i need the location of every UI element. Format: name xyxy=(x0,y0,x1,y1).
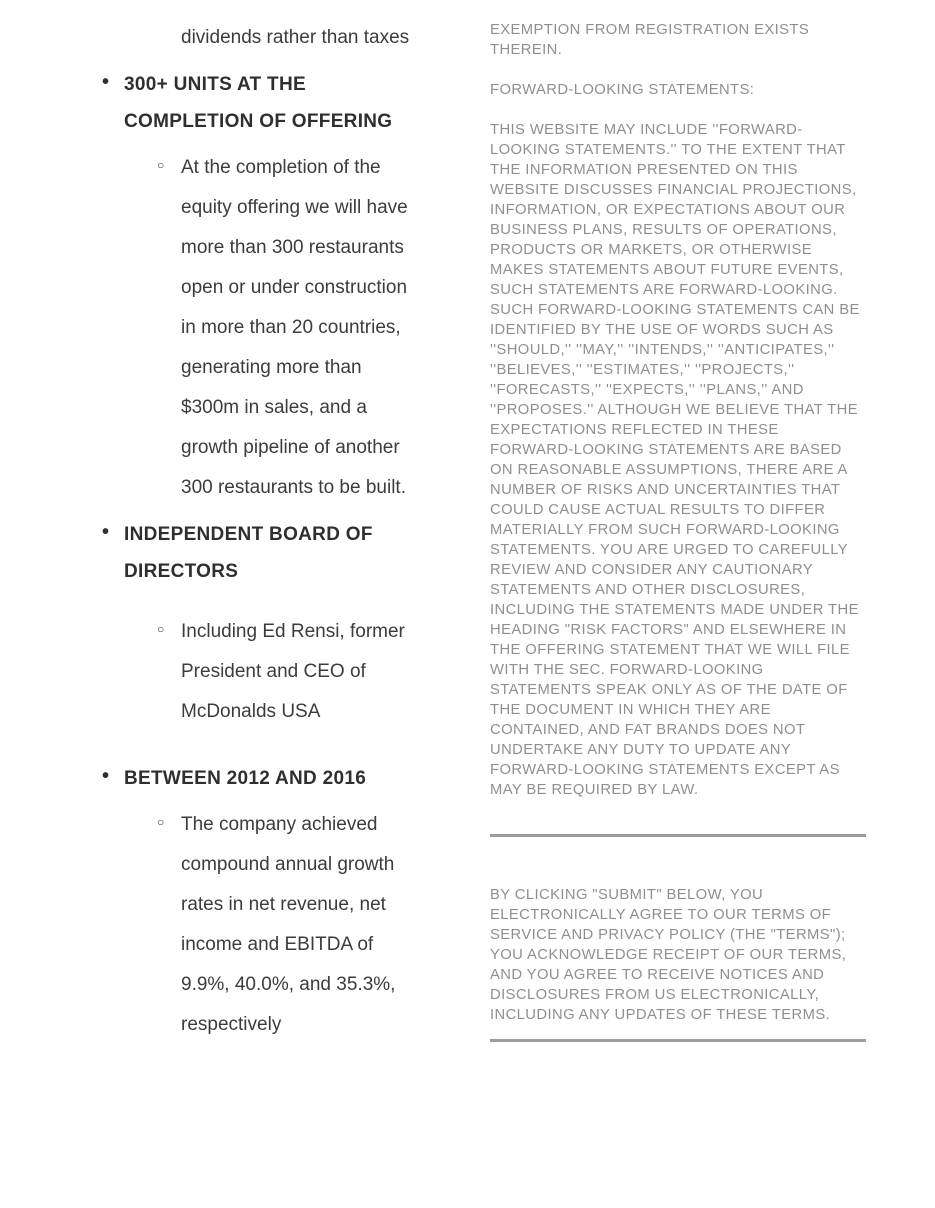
list-heading-300-units xyxy=(100,66,445,140)
exemption-text: EXEMPTION FROM REGISTRATION EXISTS THEREIN. xyxy=(490,22,810,58)
bullet-circle-icon xyxy=(157,156,164,174)
key-points-list xyxy=(100,18,445,1045)
list-heading-text: 300+ UNITS AT THE COMPLETION OF OFFERING xyxy=(124,74,393,132)
bullet-disc-icon xyxy=(102,521,109,544)
list-item-text: The company achieved compound annual growth rates in net revenue, net income and EBITDA of 9.9%, 40.0%, and 35.3%, respectively xyxy=(181,814,396,1035)
list-item-text: At the completion of the equity offering we will have more than 300 restaurants open or under construction in more than 20 countries, generating more than $300m in sales, and a growth pipeline of another 300 restaurants to be built. xyxy=(181,157,408,498)
divider-line xyxy=(490,1039,866,1042)
bullet-circle-icon xyxy=(157,620,164,638)
disclaimer-column xyxy=(490,20,866,1042)
list-item-text: dividends rather than taxes xyxy=(181,27,410,48)
list-item-ed-rensi xyxy=(100,612,445,732)
bullet-disc-icon xyxy=(102,71,109,94)
list-heading-independent-board xyxy=(100,516,445,590)
list-item-dividends xyxy=(100,18,445,58)
list-item-growth-rates xyxy=(100,805,445,1045)
forward-looking-statements-text: THIS WEBSITE MAY INCLUDE ''FORWARD-LOOKING STATEMENTS.'' TO THE EXTENT THAT THE INFORMATION PRESENTED ON THIS WEBSITE DISCUSSES FINANCIAL PROJECTIONS, INFORMATION, OR EXPECTATIONS ABOUT OUR BUSINESS PLANS, RESULTS OF OPERATIONS, PRODUCTS OR MARKETS, OR OTHERWISE MAKES STATEMENTS ABOUT FUTURE EVENTS, SUCH STATEMENTS ARE FORWARD-LOOKING. SUCH FORWARD-LOOKING STATEMENTS CAN BE IDENTIFIED BY THE USE OF WORDS SUCH AS ''SHOULD,'' ''MAY,'' ''INTENDS,'' ''ANTICIPATES,'' ''BELIEVES,'' ''ESTIMATES,'' ''PROJECTS,'' ''FORECASTS,'' ''EXPECTS,'' ''PLANS,'' AND ''PROPOSES.'' ALTHOUGH WE BELIEVE THAT THE EXPECTATIONS REFLECTED IN THESE FORWARD-LOOKING STATEMENTS ARE BASED ON REASONABLE ASSUMPTIONS, THERE ARE A NUMBER OF RISKS AND UNCERTAINTIES THAT COULD CAUSE ACTUAL RESULTS TO DIFFER MATERIALLY FROM SUCH FORWARD-LOOKING STATEMENTS. YOU ARE URGED TO CAREFULLY REVIEW AND CONSIDER ANY CAUTIONARY STATEMENTS AND OTHER DISCLOSURES, INCLUDING THE STATEMENTS MADE UNDER THE HEADING "RISK FACTORS" AND ELSEWHERE IN THE OFFERING STATEMENT THAT WE WILL FILE WITH THE SEC. FORWARD-LOOKING STATEMENTS SPEAK ONLY AS OF THE DATE OF THE DOCUMENT IN WHICH THEY ARE CONTAINED, AND FAT BRANDS DOES NOT UNDERTAKE ANY DUTY TO UPDATE ANY FORWARD-LOOKING STATEMENTS EXCEPT AS MAY BE REQUIRED BY LAW. xyxy=(490,122,860,798)
bullet-circle-icon xyxy=(157,813,164,831)
forward-looking-heading: FORWARD-LOOKING STATEMENTS: xyxy=(490,82,755,98)
list-item-completion-detail xyxy=(100,148,445,508)
list-item-text: Including Ed Rensi, former President and CEO of McDonalds USA xyxy=(181,621,405,722)
bullet-disc-icon xyxy=(102,765,109,788)
list-heading-text: BETWEEN 2012 AND 2016 xyxy=(124,768,367,789)
divider-line xyxy=(490,834,866,837)
list-heading-between-2012-2016 xyxy=(100,760,445,797)
submit-agreement-text: BY CLICKING "SUBMIT" BELOW, YOU ELECTRONICALLY AGREE TO OUR TERMS OF SERVICE AND PRIVACY POLICY (THE "TERMS"); YOU ACKNOWLEDGE RECEIPT OF OUR TERMS, AND YOU AGREE TO RECEIVE NOTICES AND DISCLOSURES FROM US ELECTRONICALLY, INCLUDING ANY UPDATES OF THESE TERMS. xyxy=(490,887,847,1023)
list-heading-text: INDEPENDENT BOARD OF DIRECTORS xyxy=(124,524,373,582)
